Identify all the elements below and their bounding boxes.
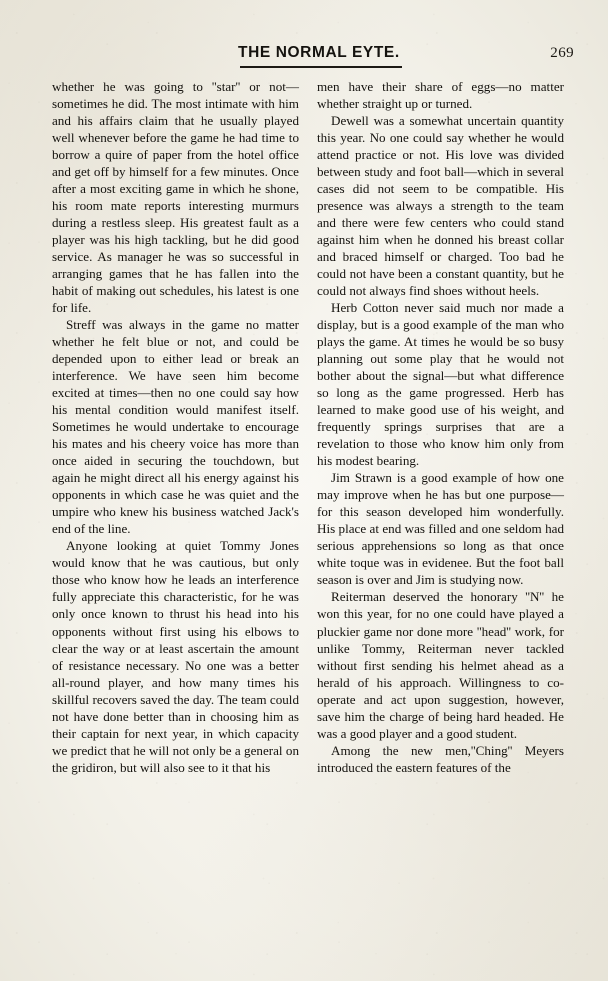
paragraph: Herb Cotton never said much nor made a display, but is a good example of the man who plays the game. At times he would be so busy planning out some play that he would not bother about the signal—but what difference so long as the game progressed. Herb has learned to make good use of his weight, and frequently springs surprises that are a revelation to those who know him only from his modest bearing. <box>317 300 564 469</box>
paragraph: Dewell was a somewhat uncertain quantity this year. No one could say whether he would attend practice or not. His love was divided between study and foot ball—which in several cases did not seem to be compatible. His presence was always a strength to the team and there were few centers who could stand against him when he donned his breast collar and braced himself or charged. Too bad he could not have been a constant quantity, but he could not always find shoes without heels. <box>317 113 564 299</box>
paragraph: whether he was going to ''star'' or not—sometimes he did. The most intimate with him and his affairs claim that he usually played well whenever before the game he had time to borrow a quire of paper from the hotel office and get off by himself for a few minutes. Once after a most exciting game in which he shone, his room mate reports interesting murmurs during a restless sleep. His greatest fault as a player was his high tackling, but he did good service. As manager he was so successful in arranging games that he has fallen into the habit of making out schedules, his latest is one for life. <box>52 79 299 316</box>
running-head <box>52 44 574 70</box>
left-column <box>52 78 299 958</box>
right-column <box>317 78 564 958</box>
paragraph: Jim Strawn is a good example of how one may improve when he has but one purpose—for this season developed him wonderfully. His place at end was filled and one seldom had serious apprehensions so long as that once white toque was in evidenee. But the foot ball season is over and Jim is studying now. <box>317 470 564 588</box>
paragraph: men have their share of eggs—no matter whether straight up or turned. <box>317 79 564 112</box>
publication-title: THE NORMAL EYTE. <box>238 44 400 61</box>
text-body <box>52 78 564 958</box>
header-rule <box>240 66 402 68</box>
page-number: 269 <box>550 45 574 61</box>
paragraph: Streff was always in the game no matter whether he felt blue or not, and could be depended upon to either lead or break an interference. We have seen him become excited at times—then no one could say how his mental condition would manifest itself. Sometimes he would undertake to encourage his mates and his cheery voice has more than once aided in securing the touchdown, but again he might direct all his energy against his opponents in which case he was quiet and the umpire who knew his business watched Jack's end of the line. <box>52 317 299 537</box>
paragraph: Reiterman deserved the honorary ''N'' he won this year, for no one could have played a pluckier game nor done more ''head'' work, for unlike Tommy, Reiterman never tackled without first sending his helmet ahead as a herald of his approach. Willingness to co-operate and act upon suggestion, however, save him the charge of being hard headed. He was a good player and a good student. <box>317 589 564 741</box>
paragraph: Anyone looking at quiet Tommy Jones would know that he was cautious, but only those who know how he leads an interference fully appreciate this characteristic, for he was only once known to thrust his head into his opponents without first using his elbows to clear the way or at least ascertain the amount of resistance necessary. No one was a better all-round player, and how many times his skillful recovers saved the day. The team could not have done better than in choosing him as their captain for next year, in which capacity we predict that he will not only be a general on the gridiron, but will also see to it that his <box>52 538 299 775</box>
paragraph: Among the new men,''Ching'' Meyers introduced the eastern features of the <box>317 742 564 775</box>
